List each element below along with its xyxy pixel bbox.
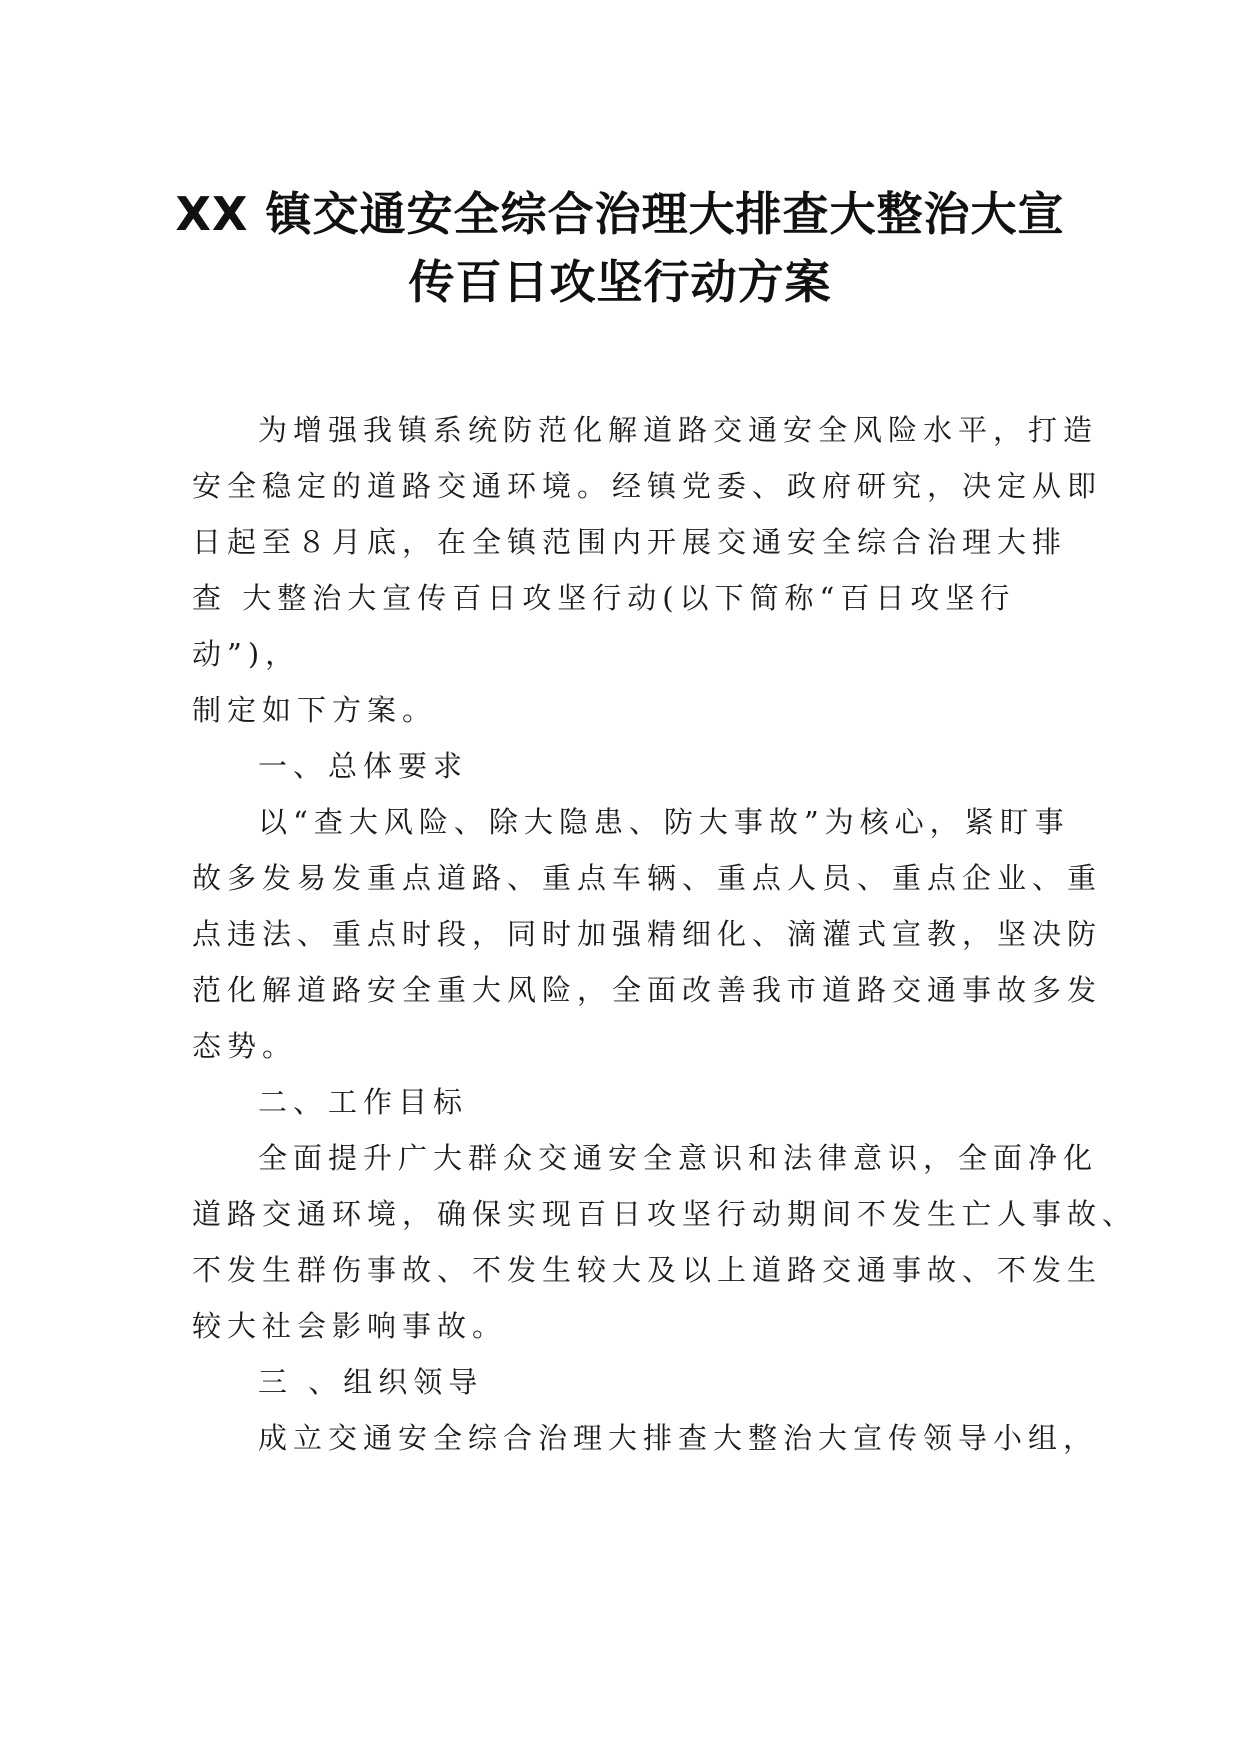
section-heading-organization: 三 、组织领导 <box>258 1365 484 1399</box>
section2-line: 全面提升广大群众交通安全意识和法律意识，全面净化 <box>258 1141 1099 1175</box>
intro-line: 查 大整治大宣传百日攻坚行动(以下简称“百日攻坚行 <box>192 581 1016 615</box>
section2-line: 道路交通环境，确保实现百日攻坚行动期间不发生亡人事故、 <box>192 1197 1138 1231</box>
document-body <box>192 402 1138 1466</box>
title-line-2: 传百日攻坚行动方案 <box>408 255 832 309</box>
section1-line: 点违法、重点时段，同时加强精细化、滴灌式宣教，坚决防 <box>192 917 1103 951</box>
section1-line: 故多发易发重点道路、重点车辆、重点人员、重点企业、重 <box>192 861 1103 895</box>
intro-line: 日起至８月底，在全镇范围内开展交通安全综合治理大排 <box>192 525 1068 559</box>
section-heading-work-goals: 二、工作目标 <box>258 1085 469 1119</box>
document-title <box>150 180 1090 316</box>
section1-line: 以“查大风险、除大隐患、防大事故”为核心，紧盯事 <box>258 805 1070 839</box>
section2-line: 不发生群伤事故、不发生较大及以上道路交通事故、不发生 <box>192 1253 1103 1287</box>
intro-line: 动”)， <box>192 637 301 671</box>
section-heading-general-requirements: 一、总体要求 <box>258 749 469 783</box>
section3-line: 成立交通安全综合治理大排查大整治大宣传领导小组， <box>258 1421 1099 1455</box>
section1-line: 范化解道路安全重大风险，全面改善我市道路交通事故多发 <box>192 973 1103 1007</box>
intro-line: 为增强我镇系统防范化解道路交通安全风险水平，打造 <box>258 413 1099 447</box>
intro-line: 安全稳定的道路交通环境。经镇党委、政府研究，决定从即 <box>192 469 1103 503</box>
title-line-1: XX 镇交通安全综合治理大排查大整治大宣 <box>175 187 1065 241</box>
section2-line: 较大社会影响事故。 <box>192 1309 508 1343</box>
section1-line: 态势。 <box>192 1029 298 1063</box>
intro-line: 制定如下方案。 <box>192 693 438 727</box>
